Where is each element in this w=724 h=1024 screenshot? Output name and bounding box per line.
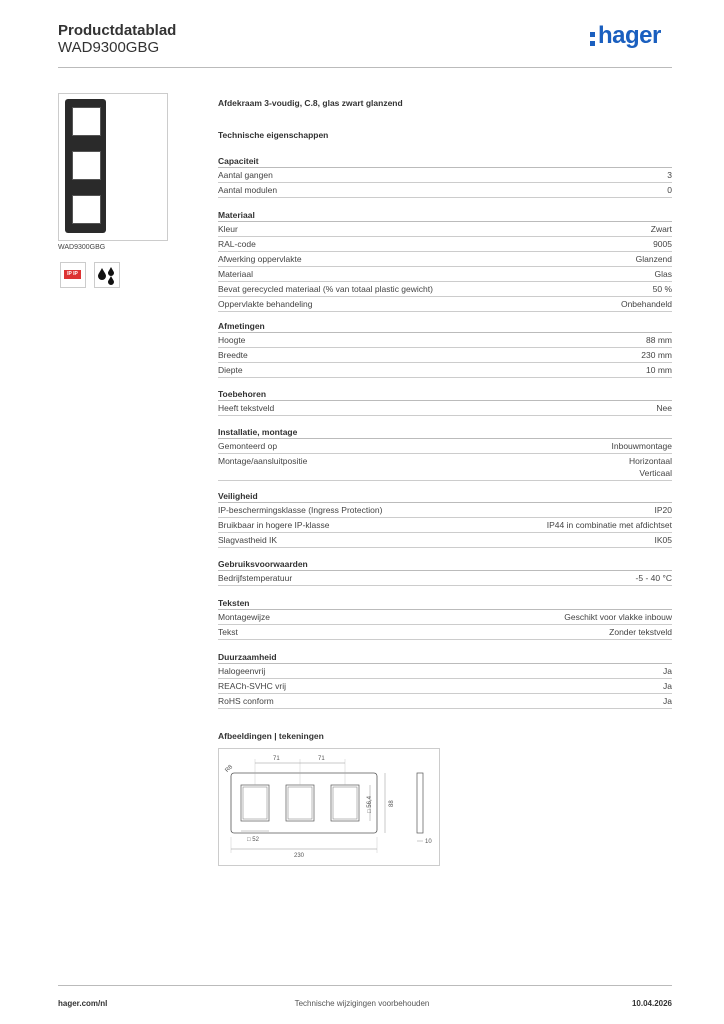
spec-row: Bruikbaar in hogere IP-klasse IP44 in combinatie met afdichtset <box>218 518 672 533</box>
spec-row: Diepte 10 mm <box>218 363 672 378</box>
radius-label: R8 <box>224 764 235 774</box>
product-description: Afdekraam 3-voudig, C.8, glas zwart glanzend <box>218 98 403 108</box>
spec-row: Tekst Zonder tekstveld <box>218 625 672 640</box>
footer-divider <box>58 985 672 986</box>
spec-row: IP-beschermingsklasse (Ingress Protection) IP20 <box>218 503 672 518</box>
section-toebehoren <box>218 388 672 416</box>
section-title: Toebehoren <box>218 388 672 401</box>
image-caption: WAD9300GBG <box>58 244 106 251</box>
spec-row: Aantal gangen 3 <box>218 168 672 183</box>
spec-row: RAL-code 9005 <box>218 237 672 252</box>
width-label: 230 <box>294 853 305 859</box>
section-title: Materiaal <box>218 209 672 222</box>
page-title: Productdatablad <box>58 22 177 39</box>
section-teksten <box>218 597 672 640</box>
spec-row: Slagvastheid IK IK05 <box>218 533 672 548</box>
spec-row: RoHS conform Ja <box>218 694 672 709</box>
height-label: 88 <box>389 800 395 807</box>
pitch1-label: 71 <box>273 756 280 762</box>
section-title: Teksten <box>218 597 672 610</box>
spec-row: Montagewijze Geschikt voor vlakke inbouw <box>218 610 672 625</box>
spec-row: Heeft tekstveld Nee <box>218 401 672 416</box>
header-divider <box>58 67 672 68</box>
logo-dots-icon <box>590 32 596 50</box>
section-title: Afmetingen <box>218 320 672 333</box>
spec-row: Halogeenvrij Ja <box>218 664 672 679</box>
logo-text: hager <box>598 22 661 49</box>
depth-label: 10 <box>425 839 432 845</box>
spec-row: Breedte 230 mm <box>218 348 672 363</box>
section-veiligheid <box>218 490 672 548</box>
section-title: Veiligheid <box>218 490 672 503</box>
technical-drawing <box>218 748 440 866</box>
spec-row: Oppervlakte behandeling Onbehandeld <box>218 297 672 312</box>
spec-row: Montage/aansluitpositie Horizontaal Verticaal <box>218 454 672 481</box>
footer-date: 10.04.2026 <box>631 999 672 1008</box>
section-title: Duurzaamheid <box>218 651 672 664</box>
frame-plate-icon <box>65 99 106 233</box>
spec-row: Gemonteerd op Inbouwmontage <box>218 439 672 454</box>
section-gebruiksvoorwaarden <box>218 558 672 586</box>
spec-row: Aantal modulen 0 <box>218 183 672 198</box>
section-title: Installatie, montage <box>218 426 672 439</box>
water-drops-icon <box>94 262 120 288</box>
product-image <box>58 93 168 241</box>
section-duurzaamheid <box>218 651 672 709</box>
section-title: Capaciteit <box>218 155 672 168</box>
ip-rating-icon: IP IP <box>60 262 86 288</box>
spec-row: Kleur Zwart <box>218 222 672 237</box>
product-code: WAD9300GBG <box>58 39 160 56</box>
spec-row: Bevat gerecycled materiaal (% van totaal plastic gewicht) 50 % <box>218 282 672 297</box>
window-label: □ 52 <box>247 837 259 843</box>
spec-row: Bedrijfstemperatuur -5 - 40 °C <box>218 571 672 586</box>
footer-disclaimer: Technische wijzigingen voorbehouden <box>294 999 430 1008</box>
section-installatie <box>218 426 672 481</box>
inner-height-label: □ 56,4 <box>367 796 373 813</box>
tech-heading: Technische eigenschappen <box>218 130 329 140</box>
section-capaciteit <box>218 155 672 198</box>
section-afmetingen <box>218 320 672 378</box>
spec-row: Afwerking oppervlakte Glanzend <box>218 252 672 267</box>
footer-website-link[interactable]: hager.com/nl <box>58 999 108 1008</box>
section-materiaal <box>218 209 672 312</box>
spec-row: Materiaal Glas <box>218 267 672 282</box>
spec-row: REACh-SVHC vrij Ja <box>218 679 672 694</box>
spec-row: Hoogte 88 mm <box>218 333 672 348</box>
drawings-heading: Afbeeldingen | tekeningen <box>218 731 324 741</box>
pitch2-label: 71 <box>318 756 325 762</box>
section-title: Gebruiksvoorwaarden <box>218 558 672 571</box>
